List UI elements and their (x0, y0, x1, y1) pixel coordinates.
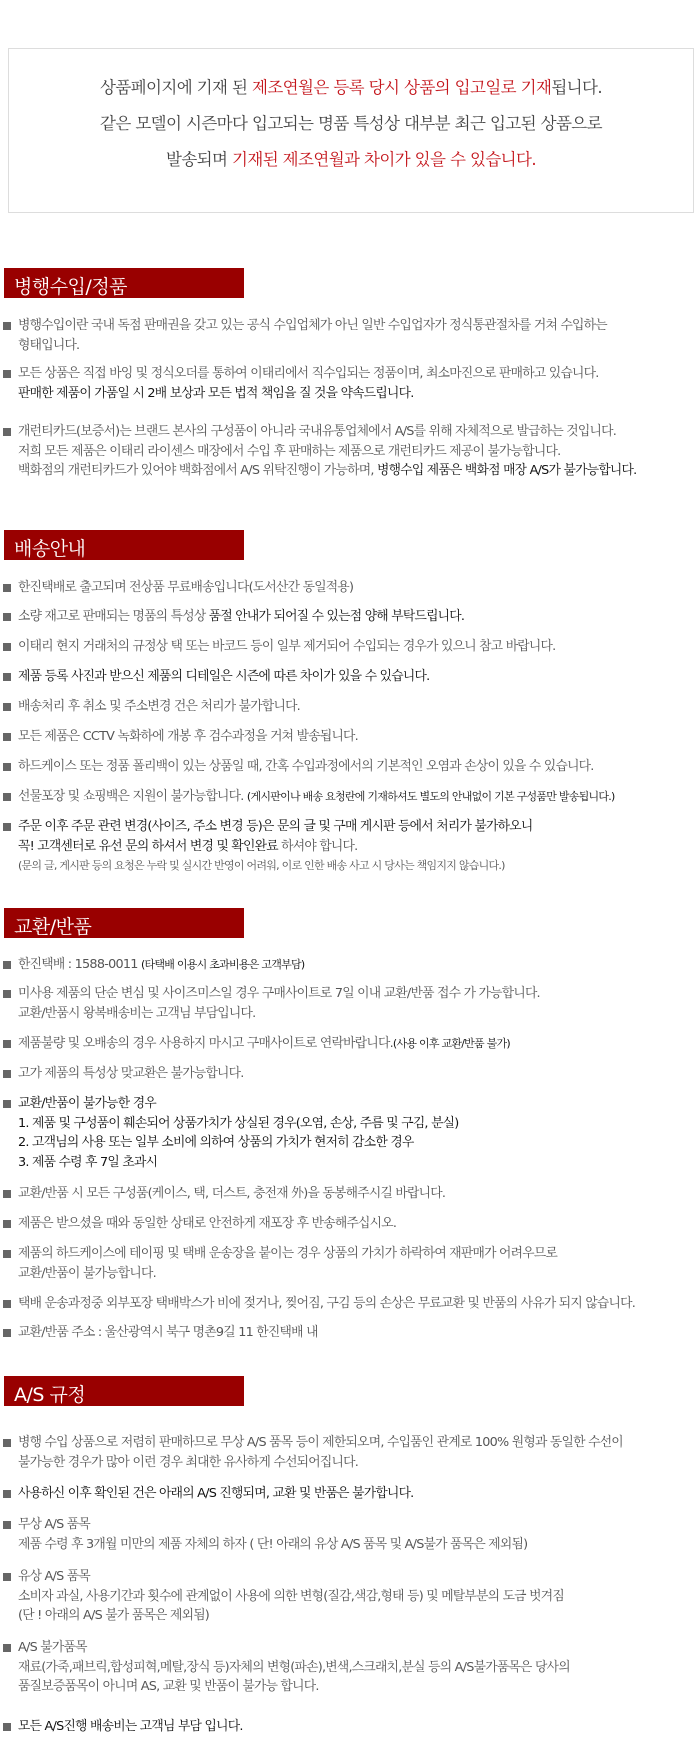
bullet-icon (3, 1040, 11, 1048)
section-header-delivery: 배송안내 (4, 530, 244, 560)
bullet-icon (3, 673, 11, 681)
bullet-icon (3, 1300, 11, 1308)
bullet-icon (3, 703, 11, 711)
bullet-icon (3, 1573, 11, 1581)
bullet-icon (3, 733, 11, 741)
bullet-icon (3, 763, 11, 771)
bullet-icon (3, 1070, 11, 1078)
bullet-icon (3, 428, 11, 436)
notice-line-2: 같은 모델이 시즌마다 입고되는 명품 특성상 대부분 최근 입고된 상품으로 (100, 114, 602, 133)
bullet-icon (3, 613, 11, 621)
bullet-icon (3, 1220, 11, 1228)
section-header-import: 병행수입/정품 (4, 268, 244, 298)
bullet-icon (3, 322, 11, 330)
bullet-icon (3, 1521, 11, 1529)
bullet-icon (3, 1723, 11, 1731)
bullet-icon (3, 823, 11, 831)
bullet-icon (3, 961, 11, 969)
notice-highlight-1: 제조연월은 등록 당시 상품의 입고일로 기재 (252, 78, 552, 97)
notice-line-1: 상품페이지에 기재 된 제조연월은 등록 당시 상품의 입고일로 기재됩니다. (100, 78, 602, 97)
bullet-icon (3, 1644, 11, 1652)
manufacture-date-notice (8, 48, 694, 213)
bullet-icon (3, 793, 11, 801)
bullet-icon (3, 990, 11, 998)
bullet-icon (3, 1439, 11, 1447)
section-header-exchange: 교환/반품 (4, 908, 244, 938)
bullet-icon (3, 584, 11, 592)
notice-line-3: 발송되며 기재된 제조연월과 차이가 있을 수 있습니다. (166, 150, 536, 169)
bullet-icon (3, 1490, 11, 1498)
section-header-as: A/S 규정 (4, 1376, 244, 1406)
bullet-icon (3, 1100, 11, 1108)
bullet-icon (3, 1190, 11, 1198)
bullet-icon (3, 643, 11, 651)
bullet-icon (3, 370, 11, 378)
bullet-icon (3, 1250, 11, 1258)
bullet-icon (3, 1329, 11, 1337)
notice-highlight-2: 기재된 제조연월과 차이가 있을 수 있습니다. (232, 150, 536, 169)
